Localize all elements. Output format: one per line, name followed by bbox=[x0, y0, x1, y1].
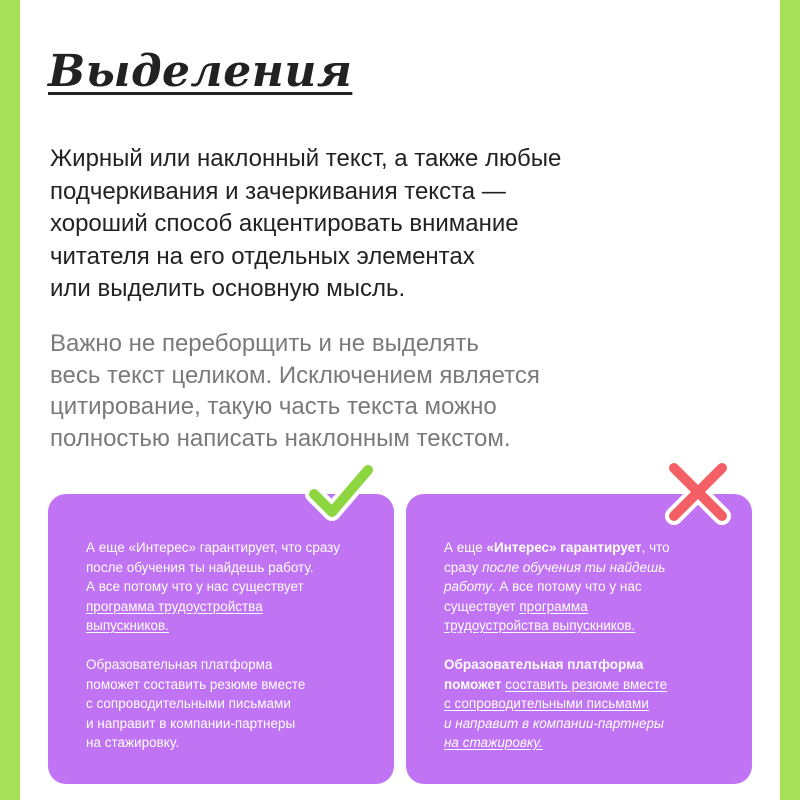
slide bbox=[20, 0, 780, 800]
intro-line: подчеркивания и зачеркивания текста — bbox=[50, 177, 506, 205]
page-title: Выделения bbox=[48, 46, 353, 97]
underlined-text: с сопроводительными письмами bbox=[444, 696, 649, 711]
text-fragment: сразу bbox=[444, 559, 483, 575]
intro-line: Жирный или наклонный текст, а также любые bbox=[50, 145, 562, 172]
text-fragment: . А все потому что у нас bbox=[491, 579, 642, 594]
text-line: с сопроводительными письмами bbox=[86, 696, 291, 711]
text-line: А еще «Интерес» гарантирует, что сразу bbox=[86, 540, 340, 555]
note-line: цитирование, такую часть текста можно bbox=[50, 393, 497, 420]
check-icon bbox=[300, 452, 380, 532]
bad-example-card bbox=[406, 494, 752, 784]
bad-example-paragraph-1 bbox=[444, 538, 716, 636]
intro-paragraph bbox=[50, 143, 730, 306]
intro-line: читателя на его отдельных элементах bbox=[50, 242, 475, 270]
underlined-text: программа bbox=[519, 598, 588, 614]
good-example-paragraph-2 bbox=[86, 655, 358, 753]
intro-line: хороший способ акцентировать внимание bbox=[50, 210, 519, 237]
note-line: полностью написать наклонным текстом. bbox=[50, 424, 511, 452]
text-line: Образовательная платформа bbox=[86, 657, 273, 672]
italic-text: после обучения ты найдешь bbox=[482, 559, 666, 575]
bold-text: поможет bbox=[444, 676, 502, 692]
bad-example-paragraph-2 bbox=[444, 655, 716, 753]
text-line: после обучения ты найдешь работу. bbox=[86, 559, 314, 575]
note-line: весь текст целиком. Исключением является bbox=[50, 361, 540, 389]
underlined-text: трудоустройства выпускников. bbox=[444, 618, 636, 633]
italic-text: работу bbox=[444, 579, 492, 594]
text-fragment: существует bbox=[444, 598, 520, 614]
text-line: поможет составить резюме вместе bbox=[86, 676, 306, 692]
text-fragment: А еще bbox=[444, 540, 487, 555]
italic-text: и направит в компании-партнеры bbox=[444, 715, 664, 731]
underlined-text: составить резюме вместе bbox=[505, 676, 668, 692]
good-example-paragraph-1 bbox=[86, 538, 358, 636]
intro-line: или выделить основную мысль. bbox=[50, 275, 406, 302]
bold-text: Образовательная платформа bbox=[444, 657, 644, 672]
italic-underlined-text: на стажировку. bbox=[444, 735, 543, 750]
cross-icon bbox=[658, 452, 738, 532]
good-example-card bbox=[48, 494, 394, 784]
bold-text: «Интерес» гарантирует bbox=[486, 540, 642, 555]
text-line: и направит в компании-партнеры bbox=[86, 715, 296, 731]
text-fragment: , что bbox=[641, 540, 670, 555]
note-paragraph bbox=[50, 328, 730, 454]
text-line: на стажировку. bbox=[86, 735, 179, 750]
underlined-text: программа трудоустройства bbox=[86, 598, 263, 614]
note-line: Важно не переборщить и не выделять bbox=[50, 330, 479, 357]
text-line: А все потому что у нас существует bbox=[86, 579, 304, 594]
underlined-text: выпускников. bbox=[86, 618, 169, 633]
